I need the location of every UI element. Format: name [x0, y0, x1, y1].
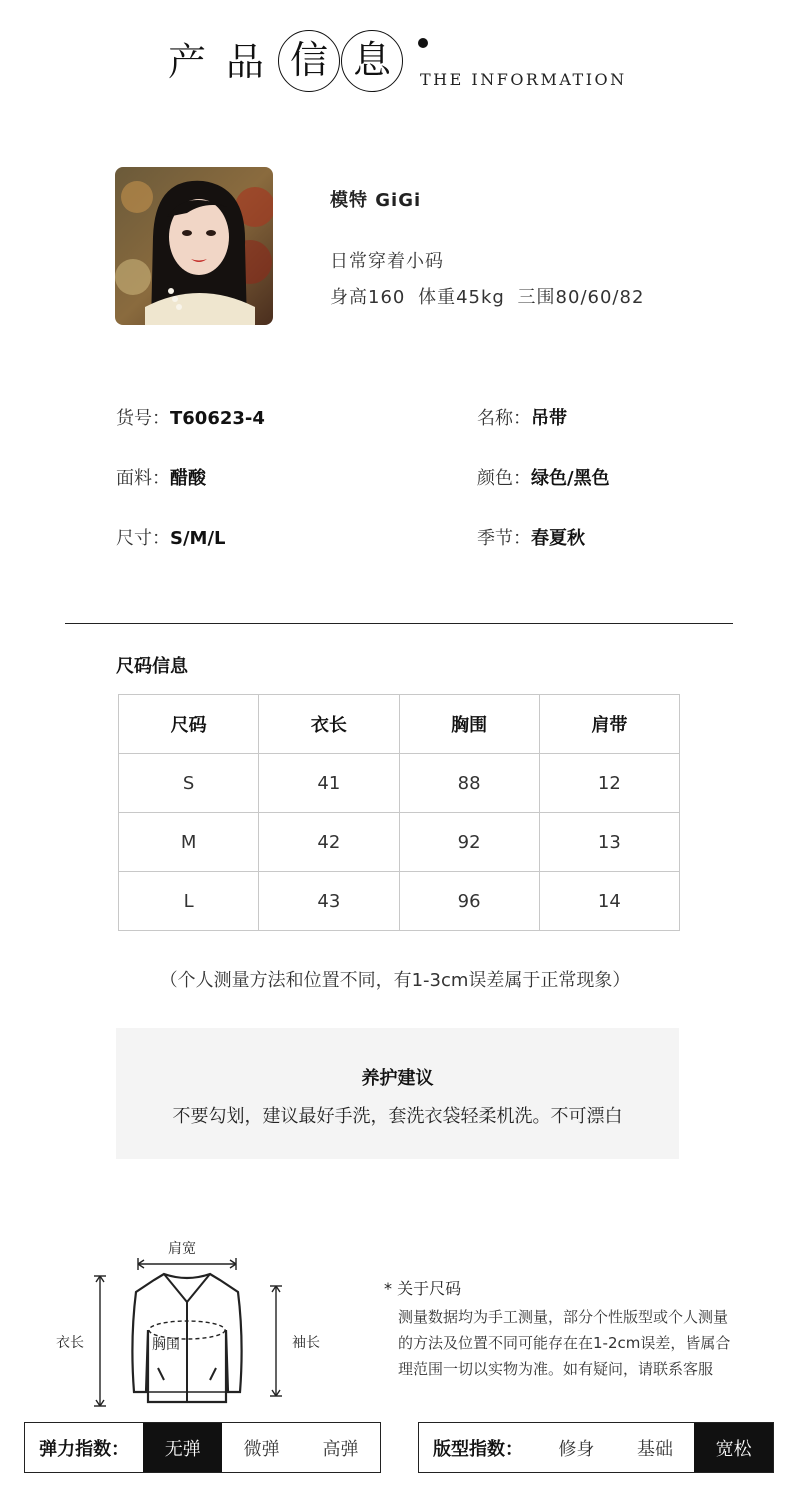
elasticity-index [24, 1422, 381, 1473]
spec-season-value: 春夏秋 [531, 528, 585, 549]
size-table-cell: 92 [399, 813, 539, 872]
measurement-note: （个人测量方法和位置不同，有1-3cm误差属于正常现象） [159, 970, 631, 991]
care-box [116, 1028, 679, 1159]
care-title: 养护建议 [361, 1068, 434, 1089]
header-char-4-circled: 息 [341, 30, 403, 92]
elasticity-option-slight: 微弹 [243, 1438, 280, 1460]
about-size-line: 的方法及位置不同可能存在在1-2cm误差，皆属合 [398, 1334, 731, 1352]
size-table-header-cell: 尺码 [119, 695, 259, 754]
size-table [118, 694, 680, 931]
spec-season [477, 524, 585, 550]
spec-color [477, 464, 610, 490]
spec-fabric [116, 464, 206, 490]
header-dot [418, 38, 428, 48]
fit-option-loose: 宽松 [694, 1423, 773, 1472]
about-size-line: 测量数据均为手工测量，部分个性版型或个人测量 [398, 1308, 729, 1326]
diagram-chest-label: 胸围 [152, 1337, 180, 1353]
spec-name [477, 404, 567, 430]
spec-size [116, 524, 226, 550]
elasticity-option-high: 高弹 [322, 1438, 359, 1460]
size-info-title: 尺码信息 [116, 656, 188, 677]
elasticity-label: 弹力指数： [39, 1438, 130, 1460]
about-size-title: * 关于尺码 [384, 1279, 462, 1298]
size-table-cell: S [119, 754, 259, 813]
section-divider [65, 623, 733, 624]
model-fit: 日常穿着小码 [330, 251, 444, 272]
spec-name-value: 吊带 [531, 408, 567, 429]
header-char-1: 产 [168, 40, 207, 84]
spec-color-value: 绿色/黑色 [531, 468, 610, 489]
spec-color-label: 颜色： [477, 468, 531, 489]
about-size-text [398, 1304, 778, 1382]
spec-size-value: S/M/L [170, 528, 226, 549]
spec-season-label: 季节： [477, 528, 531, 549]
fit-option-regular: 基础 [637, 1438, 673, 1460]
spec-name-label: 名称： [477, 408, 531, 429]
size-table-cell: 41 [259, 754, 399, 813]
spec-fabric-label: 面料： [116, 468, 170, 489]
size-table-cell: 13 [539, 813, 679, 872]
care-text: 不要勾划，建议最好手洗，套洗衣袋轻柔机洗。不可漂白 [172, 1106, 623, 1127]
size-table-cell: 88 [399, 754, 539, 813]
size-table-cell: 12 [539, 754, 679, 813]
size-table-cell: 43 [259, 872, 399, 931]
fit-label: 版型指数： [433, 1438, 523, 1460]
diagram-sleeve-label: 袖长 [292, 1335, 320, 1351]
fit-index [418, 1422, 774, 1473]
spec-item-no [116, 404, 265, 430]
size-table-row [119, 754, 680, 813]
garment-diagram [40, 1230, 360, 1415]
size-table-row [119, 872, 680, 931]
size-table-row [119, 813, 680, 872]
model-photo [115, 167, 273, 325]
info-header [0, 0, 790, 120]
size-table-header [119, 695, 680, 754]
size-table-header-cell: 衣长 [259, 695, 399, 754]
header-char-2: 品 [226, 40, 265, 84]
model-portrait-image [115, 167, 273, 325]
jacket-outline-icon [40, 1230, 360, 1415]
size-table-cell: 42 [259, 813, 399, 872]
spec-size-label: 尺寸： [116, 528, 170, 549]
diagram-shoulder-label: 肩宽 [168, 1241, 196, 1257]
header-subtitle: THE INFORMATION [420, 70, 627, 89]
size-table-header-cell: 胸围 [399, 695, 539, 754]
diagram-length-label: 衣长 [56, 1335, 84, 1351]
spec-item-no-label: 货号： [116, 408, 170, 429]
size-table-cell: L [119, 872, 259, 931]
header-char-3-circled: 信 [278, 30, 340, 92]
size-table-cell: 14 [539, 872, 679, 931]
model-name: 模特 GiGi [330, 190, 422, 211]
model-measurements: 身高160 体重45kg 三围80/60/82 [330, 287, 645, 308]
about-size-line: 理范围一切以实物为准。如有疑问，请联系客服 [398, 1360, 714, 1378]
spec-item-no-value: T60623-4 [170, 408, 265, 429]
size-table-cell: 96 [399, 872, 539, 931]
size-table-cell: M [119, 813, 259, 872]
elasticity-option-none: 无弹 [143, 1423, 222, 1472]
spec-fabric-value: 醋酸 [170, 468, 206, 489]
fit-option-slim: 修身 [558, 1438, 595, 1460]
size-table-header-cell: 肩带 [539, 695, 679, 754]
